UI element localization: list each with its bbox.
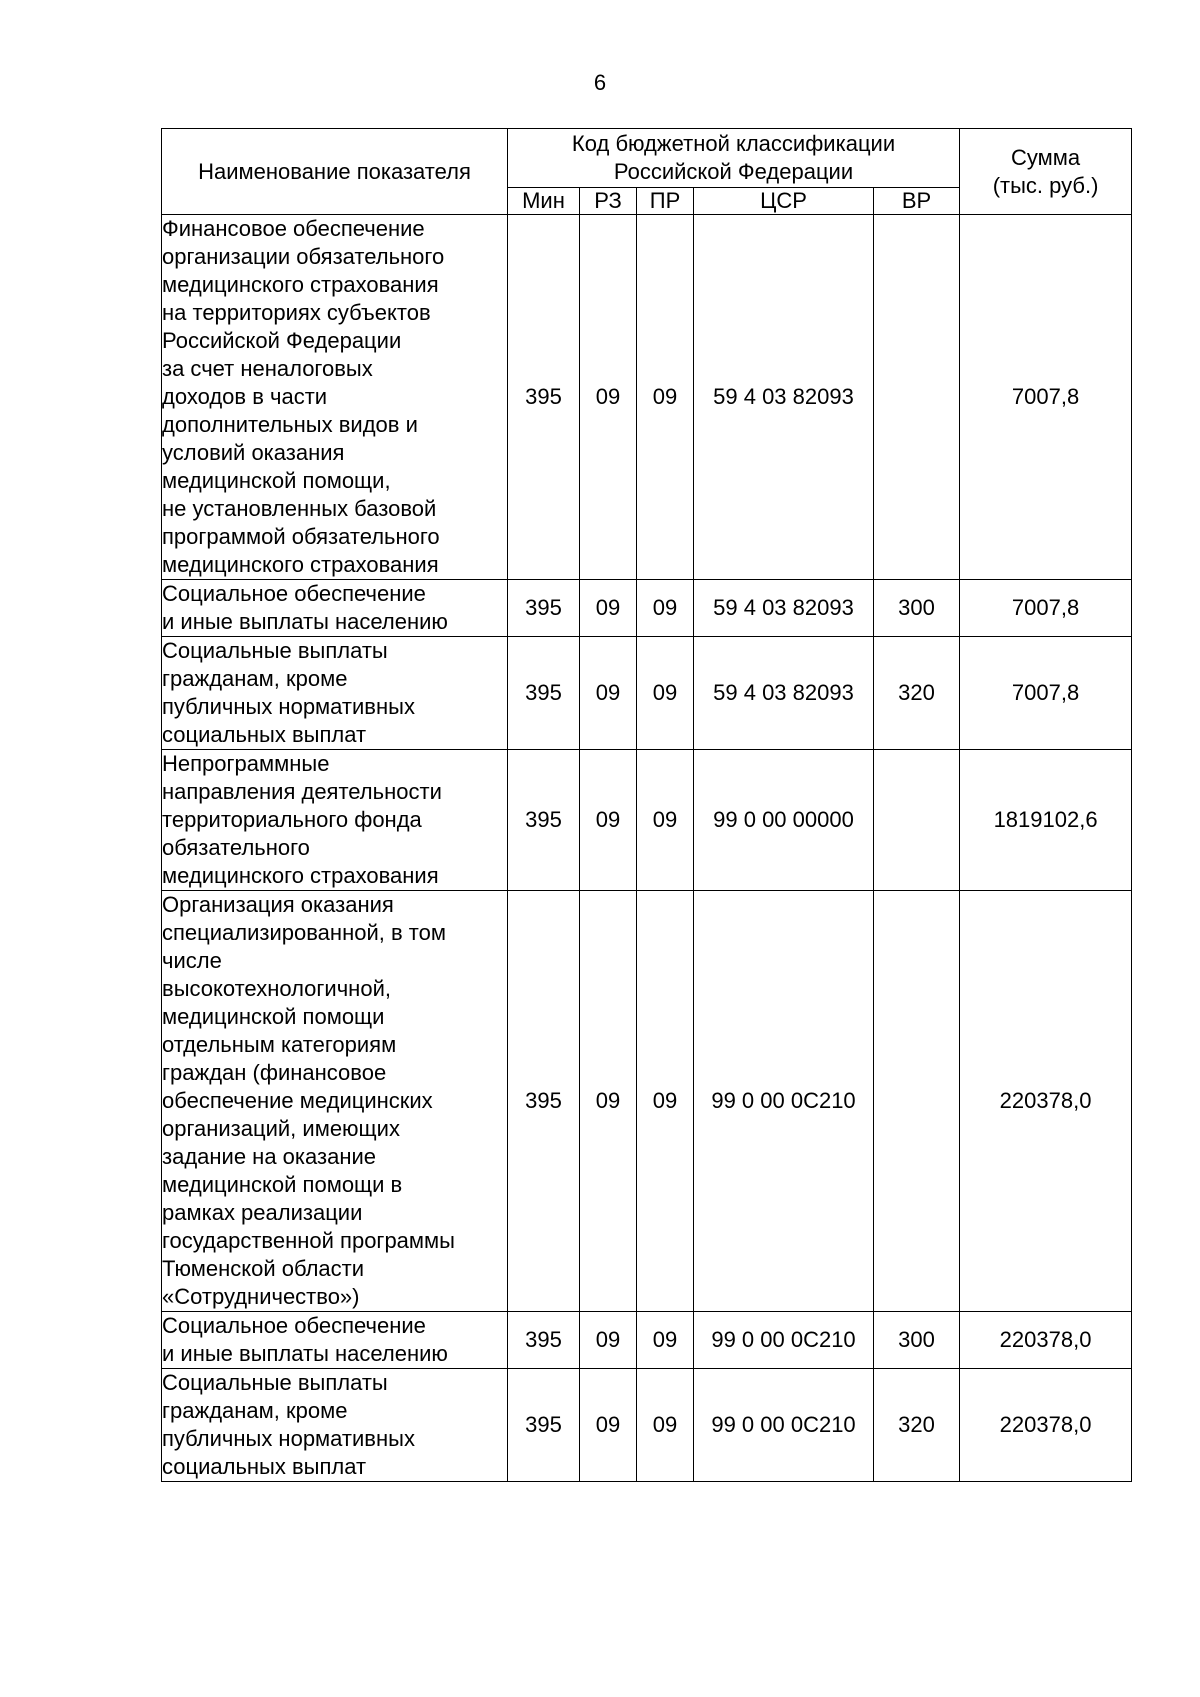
row-name-line: Финансовое обеспечение (162, 216, 425, 241)
cell-csr: 99 0 00 00000 (694, 750, 874, 891)
budget-table (161, 128, 1132, 1482)
row-name-line: «Сотрудничество») (162, 1284, 360, 1309)
row-name-line: организаций, имеющих (162, 1116, 400, 1141)
row-name-line: программой обязательного (162, 524, 440, 549)
row-name-line: медицинской помощи в (162, 1172, 403, 1197)
cell-rz: 09 (580, 215, 637, 580)
cell-min: 395 (508, 215, 580, 580)
table-header (162, 129, 1132, 215)
row-name-line: условий оказания (162, 440, 345, 465)
row-name-line: Социальное обеспечение (162, 1313, 426, 1338)
row-name-line: высокотехнологичной, (162, 976, 391, 1001)
cell-vr: 320 (874, 1369, 960, 1482)
row-name-line: числе (162, 948, 222, 973)
header-pr: ПР (637, 188, 694, 215)
cell-pr: 09 (637, 750, 694, 891)
header-rz: РЗ (580, 188, 637, 215)
cell-pr: 09 (637, 1369, 694, 1482)
table-row (162, 637, 1132, 750)
row-name-line: отдельным категориям (162, 1032, 397, 1057)
header-code-group-line1: Код бюджетной классификации (571, 131, 896, 156)
cell-vr: 300 (874, 580, 960, 637)
table-row (162, 891, 1132, 1312)
row-name (162, 1312, 508, 1369)
table-row (162, 1369, 1132, 1482)
cell-vr (874, 750, 960, 891)
table-row (162, 1312, 1132, 1369)
row-name-line: территориального фонда (162, 807, 422, 832)
cell-vr (874, 891, 960, 1312)
cell-pr: 09 (637, 891, 694, 1312)
row-name-line: за счет неналоговых (162, 356, 373, 381)
row-name (162, 637, 508, 750)
row-name (162, 891, 508, 1312)
row-name-line: задание на оказание (162, 1144, 377, 1169)
cell-pr: 09 (637, 215, 694, 580)
row-name-line: государственной программы (162, 1228, 455, 1253)
row-name-line: доходов в части (162, 384, 328, 409)
cell-pr: 09 (637, 580, 694, 637)
header-name: Наименование показателя (162, 129, 508, 215)
cell-sum: 7007,8 (960, 637, 1132, 750)
cell-vr: 320 (874, 637, 960, 750)
row-name-line: медицинского страхования (162, 272, 439, 297)
table-body (162, 215, 1132, 1482)
row-name (162, 1369, 508, 1482)
cell-csr: 59 4 03 82093 (694, 637, 874, 750)
cell-rz: 09 (580, 1312, 637, 1369)
row-name-line: Социальное обеспечение (162, 581, 426, 606)
cell-rz: 09 (580, 891, 637, 1312)
cell-pr: 09 (637, 637, 694, 750)
table-row (162, 580, 1132, 637)
row-name-line: рамках реализации (162, 1200, 363, 1225)
row-name-line: на территориях субъектов (162, 300, 431, 325)
header-csr: ЦСР (694, 188, 874, 215)
row-name-line: не установленных базовой (162, 496, 437, 521)
row-name-line: направления деятельности (162, 779, 442, 804)
row-name-line: и иные выплаты населению (162, 1341, 448, 1366)
row-name-line: социальных выплат (162, 722, 367, 747)
cell-pr: 09 (637, 1312, 694, 1369)
table-row (162, 750, 1132, 891)
cell-sum: 7007,8 (960, 215, 1132, 580)
row-name-line: Социальные выплаты (162, 1370, 388, 1395)
row-name-line: Социальные выплаты (162, 638, 388, 663)
cell-sum: 7007,8 (960, 580, 1132, 637)
page-number: 6 (593, 70, 607, 95)
cell-sum: 1819102,6 (960, 750, 1132, 891)
row-name-line: Российской Федерации (162, 328, 402, 353)
cell-vr (874, 215, 960, 580)
cell-rz: 09 (580, 1369, 637, 1482)
row-name-line: медицинской помощи, (162, 468, 391, 493)
cell-min: 395 (508, 637, 580, 750)
header-code-group (508, 129, 960, 188)
cell-sum: 220378,0 (960, 1369, 1132, 1482)
cell-rz: 09 (580, 637, 637, 750)
row-name-line: медицинской помощи (162, 1004, 385, 1029)
row-name-line: социальных выплат (162, 1454, 367, 1479)
cell-rz: 09 (580, 750, 637, 891)
cell-csr: 59 4 03 82093 (694, 215, 874, 580)
row-name-line: публичных нормативных (162, 1426, 415, 1451)
header-sum-line2: (тыс. руб.) (992, 172, 1099, 198)
header-sum (960, 129, 1132, 215)
row-name-line: публичных нормативных (162, 694, 415, 719)
row-name-line: Тюменской области (162, 1256, 365, 1281)
cell-sum: 220378,0 (960, 1312, 1132, 1369)
header-vr: ВР (874, 188, 960, 215)
row-name-line: дополнительных видов и (162, 412, 418, 437)
cell-min: 395 (508, 1312, 580, 1369)
cell-rz: 09 (580, 580, 637, 637)
row-name-line: обеспечение медицинских (162, 1088, 433, 1113)
cell-sum: 220378,0 (960, 891, 1132, 1312)
cell-csr: 99 0 00 0С210 (694, 891, 874, 1312)
row-name-line: Непрограммные (162, 751, 330, 776)
row-name (162, 750, 508, 891)
row-name-line: специализированной, в том (162, 920, 446, 945)
table-row (162, 215, 1132, 580)
row-name-line: гражданам, кроме (162, 1398, 348, 1423)
cell-min: 395 (508, 1369, 580, 1482)
row-name (162, 215, 508, 580)
row-name-line: организации обязательного (162, 244, 445, 269)
cell-min: 395 (508, 750, 580, 891)
header-code-group-line2: Российской Федерации (613, 159, 854, 184)
row-name-line: медицинского страхования (162, 863, 439, 888)
cell-csr: 59 4 03 82093 (694, 580, 874, 637)
row-name (162, 580, 508, 637)
cell-min: 395 (508, 891, 580, 1312)
row-name-line: гражданам, кроме (162, 666, 348, 691)
header-min: Мин (508, 188, 580, 215)
cell-csr: 99 0 00 0С210 (694, 1312, 874, 1369)
row-name-line: и иные выплаты населению (162, 609, 448, 634)
cell-min: 395 (508, 580, 580, 637)
row-name-line: обязательного (162, 835, 310, 860)
row-name-line: медицинского страхования (162, 552, 439, 577)
row-name-line: граждан (финансовое (162, 1060, 387, 1085)
cell-csr: 99 0 00 0С210 (694, 1369, 874, 1482)
cell-vr: 300 (874, 1312, 960, 1369)
row-name-line: Организация оказания (162, 892, 394, 917)
header-sum-line1: Сумма (1010, 144, 1081, 170)
